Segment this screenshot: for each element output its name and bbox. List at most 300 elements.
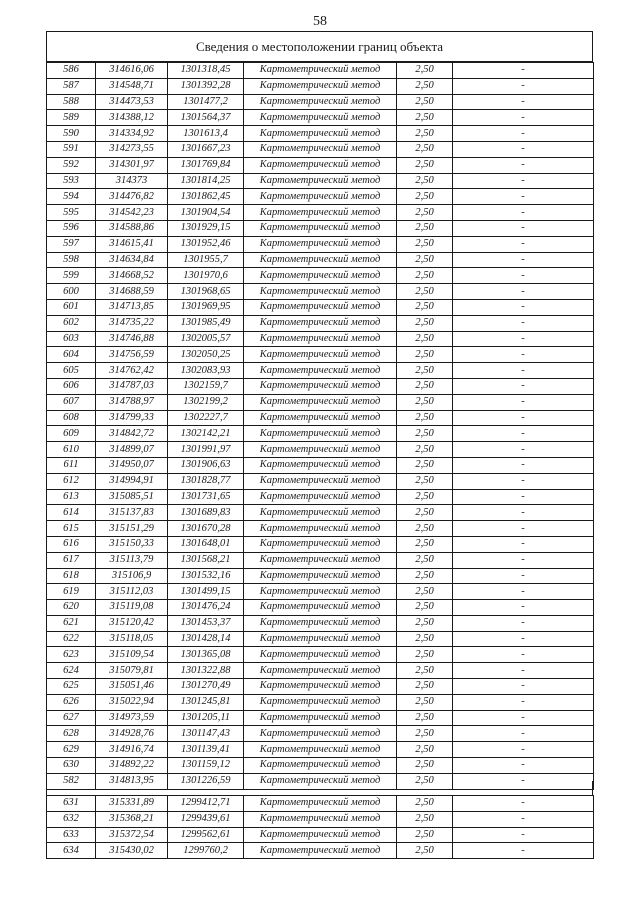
point-number-cell: 629: [47, 742, 96, 758]
table-row: [47, 473, 594, 489]
description-cell: -: [453, 505, 594, 521]
x-coordinate-cell: 314762,42: [96, 363, 168, 379]
method-cell: Картометрический метод: [244, 394, 397, 410]
description-cell: -: [453, 157, 594, 173]
method-cell: Картометрический метод: [244, 710, 397, 726]
point-number-cell: 628: [47, 726, 96, 742]
y-coordinate-cell: 1301477,2: [168, 94, 244, 110]
coordinates-table: [46, 62, 594, 790]
table-row: [47, 442, 594, 458]
accuracy-cell: 2,50: [397, 584, 453, 600]
x-coordinate-cell: 314928,76: [96, 726, 168, 742]
accuracy-cell: 2,50: [397, 758, 453, 774]
y-coordinate-cell: 1301970,6: [168, 268, 244, 284]
description-cell: -: [453, 647, 594, 663]
point-number-cell: 586: [47, 63, 96, 79]
method-cell: Картометрический метод: [244, 505, 397, 521]
accuracy-cell: 2,50: [397, 457, 453, 473]
accuracy-cell: 2,50: [397, 78, 453, 94]
table-row: [47, 268, 594, 284]
description-cell: -: [453, 521, 594, 537]
x-coordinate-cell: 315372,54: [96, 827, 168, 843]
accuracy-cell: 2,50: [397, 157, 453, 173]
point-number-cell: 612: [47, 473, 96, 489]
description-cell: -: [453, 568, 594, 584]
point-number-cell: 582: [47, 773, 96, 789]
method-cell: Картометрический метод: [244, 663, 397, 679]
x-coordinate-cell: 315022,94: [96, 694, 168, 710]
x-coordinate-cell: 314542,23: [96, 205, 168, 221]
y-coordinate-cell: 1301476,24: [168, 600, 244, 616]
table-row: [47, 157, 594, 173]
description-cell: -: [453, 773, 594, 789]
y-coordinate-cell: 1301392,28: [168, 78, 244, 94]
table-row: [47, 827, 594, 843]
y-coordinate-cell: 1299760,2: [168, 843, 244, 859]
table-row: [47, 252, 594, 268]
accuracy-cell: 2,50: [397, 63, 453, 79]
table-row: [47, 600, 594, 616]
x-coordinate-cell: 314476,82: [96, 189, 168, 205]
y-coordinate-cell: 1301139,41: [168, 742, 244, 758]
method-cell: Картометрический метод: [244, 315, 397, 331]
accuracy-cell: 2,50: [397, 473, 453, 489]
method-cell: Картометрический метод: [244, 552, 397, 568]
accuracy-cell: 2,50: [397, 410, 453, 426]
point-number-cell: 599: [47, 268, 96, 284]
table-row: [47, 584, 594, 600]
description-cell: -: [453, 552, 594, 568]
y-coordinate-cell: 1301862,45: [168, 189, 244, 205]
y-coordinate-cell: 1301613,4: [168, 126, 244, 142]
y-coordinate-cell: 1301670,28: [168, 521, 244, 537]
table-row: [47, 394, 594, 410]
point-number-cell: 602: [47, 315, 96, 331]
table-row: [47, 78, 594, 94]
accuracy-cell: 2,50: [397, 94, 453, 110]
description-cell: -: [453, 141, 594, 157]
accuracy-cell: 2,50: [397, 394, 453, 410]
y-coordinate-cell: 1301147,43: [168, 726, 244, 742]
method-cell: Картометрический метод: [244, 742, 397, 758]
description-cell: -: [453, 811, 594, 827]
x-coordinate-cell: 314688,59: [96, 284, 168, 300]
x-coordinate-cell: 314892,22: [96, 758, 168, 774]
accuracy-cell: 2,50: [397, 252, 453, 268]
y-coordinate-cell: 1299412,71: [168, 796, 244, 812]
method-cell: Картометрический метод: [244, 631, 397, 647]
method-cell: Картометрический метод: [244, 694, 397, 710]
accuracy-cell: 2,50: [397, 536, 453, 552]
method-cell: Картометрический метод: [244, 378, 397, 394]
x-coordinate-cell: 314899,07: [96, 442, 168, 458]
accuracy-cell: 2,50: [397, 647, 453, 663]
table-row: [47, 615, 594, 631]
x-coordinate-cell: 315119,08: [96, 600, 168, 616]
point-number-cell: 598: [47, 252, 96, 268]
x-coordinate-cell: 314273,55: [96, 141, 168, 157]
method-cell: Картометрический метод: [244, 827, 397, 843]
y-coordinate-cell: 1301205,11: [168, 710, 244, 726]
x-coordinate-cell: 315430,02: [96, 843, 168, 859]
table-row: [47, 811, 594, 827]
table-row: [47, 299, 594, 315]
y-coordinate-cell: 1301499,15: [168, 584, 244, 600]
method-cell: Картометрический метод: [244, 726, 397, 742]
table-row: [47, 536, 594, 552]
accuracy-cell: 2,50: [397, 694, 453, 710]
table-row: [47, 236, 594, 252]
method-cell: Картометрический метод: [244, 843, 397, 859]
table-row: [47, 126, 594, 142]
description-cell: -: [453, 710, 594, 726]
x-coordinate-cell: 314588,86: [96, 220, 168, 236]
accuracy-cell: 2,50: [397, 710, 453, 726]
table-row: [47, 663, 594, 679]
description-cell: -: [453, 679, 594, 695]
point-number-cell: 601: [47, 299, 96, 315]
x-coordinate-cell: 315150,33: [96, 536, 168, 552]
accuracy-cell: 2,50: [397, 426, 453, 442]
y-coordinate-cell: 1301828,77: [168, 473, 244, 489]
x-coordinate-cell: 314799,33: [96, 410, 168, 426]
x-coordinate-cell: 315079,81: [96, 663, 168, 679]
description-cell: -: [453, 252, 594, 268]
description-cell: -: [453, 315, 594, 331]
table-row: [47, 363, 594, 379]
y-coordinate-cell: 1302050,25: [168, 347, 244, 363]
accuracy-cell: 2,50: [397, 811, 453, 827]
point-number-cell: 617: [47, 552, 96, 568]
accuracy-cell: 2,50: [397, 615, 453, 631]
point-number-cell: 626: [47, 694, 96, 710]
x-coordinate-cell: 314756,59: [96, 347, 168, 363]
accuracy-cell: 2,50: [397, 679, 453, 695]
description-cell: -: [453, 442, 594, 458]
method-cell: Картометрический метод: [244, 647, 397, 663]
method-cell: Картометрический метод: [244, 110, 397, 126]
accuracy-cell: 2,50: [397, 173, 453, 189]
point-number-cell: 611: [47, 457, 96, 473]
table-row: [47, 410, 594, 426]
method-cell: Картометрический метод: [244, 189, 397, 205]
method-cell: Картометрический метод: [244, 236, 397, 252]
table-row: [47, 220, 594, 236]
accuracy-cell: 2,50: [397, 220, 453, 236]
x-coordinate-cell: 315112,03: [96, 584, 168, 600]
x-coordinate-cell: 314746,88: [96, 331, 168, 347]
method-cell: Картометрический метод: [244, 796, 397, 812]
accuracy-cell: 2,50: [397, 331, 453, 347]
x-coordinate-cell: 315368,21: [96, 811, 168, 827]
y-coordinate-cell: 1301985,49: [168, 315, 244, 331]
x-coordinate-cell: 314473,53: [96, 94, 168, 110]
point-number-cell: 596: [47, 220, 96, 236]
x-coordinate-cell: 315106,9: [96, 568, 168, 584]
point-number-cell: 616: [47, 536, 96, 552]
description-cell: -: [453, 536, 594, 552]
point-number-cell: 630: [47, 758, 96, 774]
method-cell: Картометрический метод: [244, 489, 397, 505]
table-row: [47, 378, 594, 394]
y-coordinate-cell: 1301564,37: [168, 110, 244, 126]
y-coordinate-cell: 1301648,01: [168, 536, 244, 552]
method-cell: Картометрический метод: [244, 284, 397, 300]
x-coordinate-cell: 314668,52: [96, 268, 168, 284]
accuracy-cell: 2,50: [397, 442, 453, 458]
method-cell: Картометрический метод: [244, 141, 397, 157]
method-cell: Картометрический метод: [244, 584, 397, 600]
table-row: [47, 173, 594, 189]
point-number-cell: 622: [47, 631, 96, 647]
point-number-cell: 608: [47, 410, 96, 426]
description-cell: -: [453, 126, 594, 142]
description-cell: -: [453, 758, 594, 774]
y-coordinate-cell: 1301991,97: [168, 442, 244, 458]
description-cell: -: [453, 742, 594, 758]
point-number-cell: 609: [47, 426, 96, 442]
description-cell: -: [453, 220, 594, 236]
table-row: [47, 631, 594, 647]
x-coordinate-cell: 315120,42: [96, 615, 168, 631]
y-coordinate-cell: 1301731,65: [168, 489, 244, 505]
point-number-cell: 593: [47, 173, 96, 189]
point-number-cell: 594: [47, 189, 96, 205]
point-number-cell: 621: [47, 615, 96, 631]
method-cell: Картометрический метод: [244, 331, 397, 347]
accuracy-cell: 2,50: [397, 363, 453, 379]
point-number-cell: 633: [47, 827, 96, 843]
point-number-cell: 615: [47, 521, 96, 537]
accuracy-cell: 2,50: [397, 236, 453, 252]
y-coordinate-cell: 1301904,54: [168, 205, 244, 221]
y-coordinate-cell: 1301952,46: [168, 236, 244, 252]
point-number-cell: 619: [47, 584, 96, 600]
accuracy-cell: 2,50: [397, 827, 453, 843]
y-coordinate-cell: 1301318,45: [168, 63, 244, 79]
point-number-cell: 588: [47, 94, 96, 110]
accuracy-cell: 2,50: [397, 378, 453, 394]
point-number-cell: 600: [47, 284, 96, 300]
x-coordinate-cell: 314950,07: [96, 457, 168, 473]
description-cell: -: [453, 110, 594, 126]
description-cell: -: [453, 205, 594, 221]
x-coordinate-cell: 314916,74: [96, 742, 168, 758]
accuracy-cell: 2,50: [397, 726, 453, 742]
method-cell: Картометрический метод: [244, 205, 397, 221]
x-coordinate-cell: 314842,72: [96, 426, 168, 442]
method-cell: Картометрический метод: [244, 426, 397, 442]
table-row: [47, 679, 594, 695]
description-cell: -: [453, 457, 594, 473]
method-cell: Картометрический метод: [244, 758, 397, 774]
point-number-cell: 597: [47, 236, 96, 252]
point-number-cell: 603: [47, 331, 96, 347]
y-coordinate-cell: 1301365,08: [168, 647, 244, 663]
point-number-cell: 592: [47, 157, 96, 173]
y-coordinate-cell: 1302227,7: [168, 410, 244, 426]
x-coordinate-cell: 314548,71: [96, 78, 168, 94]
method-cell: Картометрический метод: [244, 268, 397, 284]
method-cell: Картометрический метод: [244, 347, 397, 363]
point-number-cell: 605: [47, 363, 96, 379]
method-cell: Картометрический метод: [244, 568, 397, 584]
description-cell: -: [453, 363, 594, 379]
table-row: [47, 63, 594, 79]
method-cell: Картометрический метод: [244, 410, 397, 426]
accuracy-cell: 2,50: [397, 521, 453, 537]
description-cell: -: [453, 268, 594, 284]
y-coordinate-cell: 1301929,15: [168, 220, 244, 236]
method-cell: Картометрический метод: [244, 94, 397, 110]
method-cell: Картометрический метод: [244, 78, 397, 94]
table-row: [47, 726, 594, 742]
description-cell: -: [453, 796, 594, 812]
table-row: [47, 505, 594, 521]
method-cell: Картометрический метод: [244, 252, 397, 268]
description-cell: -: [453, 584, 594, 600]
y-coordinate-cell: 1302159,7: [168, 378, 244, 394]
x-coordinate-cell: 314994,91: [96, 473, 168, 489]
y-coordinate-cell: 1301245,81: [168, 694, 244, 710]
point-number-cell: 587: [47, 78, 96, 94]
y-coordinate-cell: 1302199,2: [168, 394, 244, 410]
table-row: [47, 758, 594, 774]
point-number-cell: 610: [47, 442, 96, 458]
x-coordinate-cell: 314634,84: [96, 252, 168, 268]
y-coordinate-cell: 1301968,65: [168, 284, 244, 300]
section-title: Сведения о местоположении границ объекта: [46, 31, 593, 62]
table-row: [47, 110, 594, 126]
accuracy-cell: 2,50: [397, 315, 453, 331]
y-coordinate-cell: 1301226,59: [168, 773, 244, 789]
description-cell: -: [453, 236, 594, 252]
method-cell: Картометрический метод: [244, 157, 397, 173]
accuracy-cell: 2,50: [397, 742, 453, 758]
x-coordinate-cell: 314373: [96, 173, 168, 189]
accuracy-cell: 2,50: [397, 489, 453, 505]
y-coordinate-cell: 1302142,21: [168, 426, 244, 442]
description-cell: -: [453, 347, 594, 363]
table-row: [47, 489, 594, 505]
page-number: 58: [313, 14, 327, 29]
accuracy-cell: 2,50: [397, 268, 453, 284]
x-coordinate-cell: 314813,95: [96, 773, 168, 789]
x-coordinate-cell: 314388,12: [96, 110, 168, 126]
method-cell: Картометрический метод: [244, 126, 397, 142]
description-cell: -: [453, 600, 594, 616]
point-number-cell: 618: [47, 568, 96, 584]
y-coordinate-cell: 1302005,57: [168, 331, 244, 347]
point-number-cell: 607: [47, 394, 96, 410]
y-coordinate-cell: 1301814,25: [168, 173, 244, 189]
table-row: [47, 521, 594, 537]
x-coordinate-cell: 314735,22: [96, 315, 168, 331]
x-coordinate-cell: 315085,51: [96, 489, 168, 505]
description-cell: -: [453, 615, 594, 631]
point-number-cell: 623: [47, 647, 96, 663]
table-separator-row: [46, 781, 593, 795]
point-number-cell: 606: [47, 378, 96, 394]
method-cell: Картометрический метод: [244, 457, 397, 473]
table-row: [47, 94, 594, 110]
description-cell: -: [453, 78, 594, 94]
x-coordinate-cell: 314713,85: [96, 299, 168, 315]
accuracy-cell: 2,50: [397, 568, 453, 584]
table-row: [47, 742, 594, 758]
point-number-cell: 624: [47, 663, 96, 679]
accuracy-cell: 2,50: [397, 552, 453, 568]
y-coordinate-cell: 1301969,95: [168, 299, 244, 315]
point-number-cell: 591: [47, 141, 96, 157]
method-cell: Картометрический метод: [244, 536, 397, 552]
y-coordinate-cell: 1301532,16: [168, 568, 244, 584]
method-cell: Картометрический метод: [244, 600, 397, 616]
table-row: [47, 694, 594, 710]
x-coordinate-cell: 315051,46: [96, 679, 168, 695]
y-coordinate-cell: 1301428,14: [168, 631, 244, 647]
point-number-cell: 632: [47, 811, 96, 827]
table-row: [47, 141, 594, 157]
method-cell: Картометрический метод: [244, 220, 397, 236]
y-coordinate-cell: 1301322,88: [168, 663, 244, 679]
method-cell: Картометрический метод: [244, 299, 397, 315]
x-coordinate-cell: 315118,05: [96, 631, 168, 647]
y-coordinate-cell: 1301453,37: [168, 615, 244, 631]
x-coordinate-cell: 314787,03: [96, 378, 168, 394]
table-row: [47, 284, 594, 300]
description-cell: -: [453, 489, 594, 505]
accuracy-cell: 2,50: [397, 843, 453, 859]
x-coordinate-cell: 315109,54: [96, 647, 168, 663]
y-coordinate-cell: 1302083,93: [168, 363, 244, 379]
y-coordinate-cell: 1301955,7: [168, 252, 244, 268]
accuracy-cell: 2,50: [397, 663, 453, 679]
point-number-cell: 604: [47, 347, 96, 363]
description-cell: -: [453, 173, 594, 189]
method-cell: Картометрический метод: [244, 363, 397, 379]
description-cell: -: [453, 410, 594, 426]
accuracy-cell: 2,50: [397, 505, 453, 521]
y-coordinate-cell: 1301667,23: [168, 141, 244, 157]
y-coordinate-cell: 1301270,49: [168, 679, 244, 695]
x-coordinate-cell: 315137,83: [96, 505, 168, 521]
table-row: [47, 568, 594, 584]
method-cell: Картометрический метод: [244, 173, 397, 189]
method-cell: Картометрический метод: [244, 811, 397, 827]
table-row: [47, 647, 594, 663]
x-coordinate-cell: 315151,29: [96, 521, 168, 537]
accuracy-cell: 2,50: [397, 347, 453, 363]
accuracy-cell: 2,50: [397, 796, 453, 812]
description-cell: -: [453, 827, 594, 843]
point-number-cell: 631: [47, 796, 96, 812]
x-coordinate-cell: 314616,06: [96, 63, 168, 79]
y-coordinate-cell: 1301689,83: [168, 505, 244, 521]
table-row: [47, 189, 594, 205]
method-cell: Картометрический метод: [244, 63, 397, 79]
point-number-cell: 634: [47, 843, 96, 859]
description-cell: -: [453, 663, 594, 679]
x-coordinate-cell: 314334,92: [96, 126, 168, 142]
accuracy-cell: 2,50: [397, 284, 453, 300]
accuracy-cell: 2,50: [397, 205, 453, 221]
description-cell: -: [453, 63, 594, 79]
x-coordinate-cell: 315331,89: [96, 796, 168, 812]
y-coordinate-cell: 1301769,84: [168, 157, 244, 173]
accuracy-cell: 2,50: [397, 141, 453, 157]
method-cell: Картометрический метод: [244, 773, 397, 789]
